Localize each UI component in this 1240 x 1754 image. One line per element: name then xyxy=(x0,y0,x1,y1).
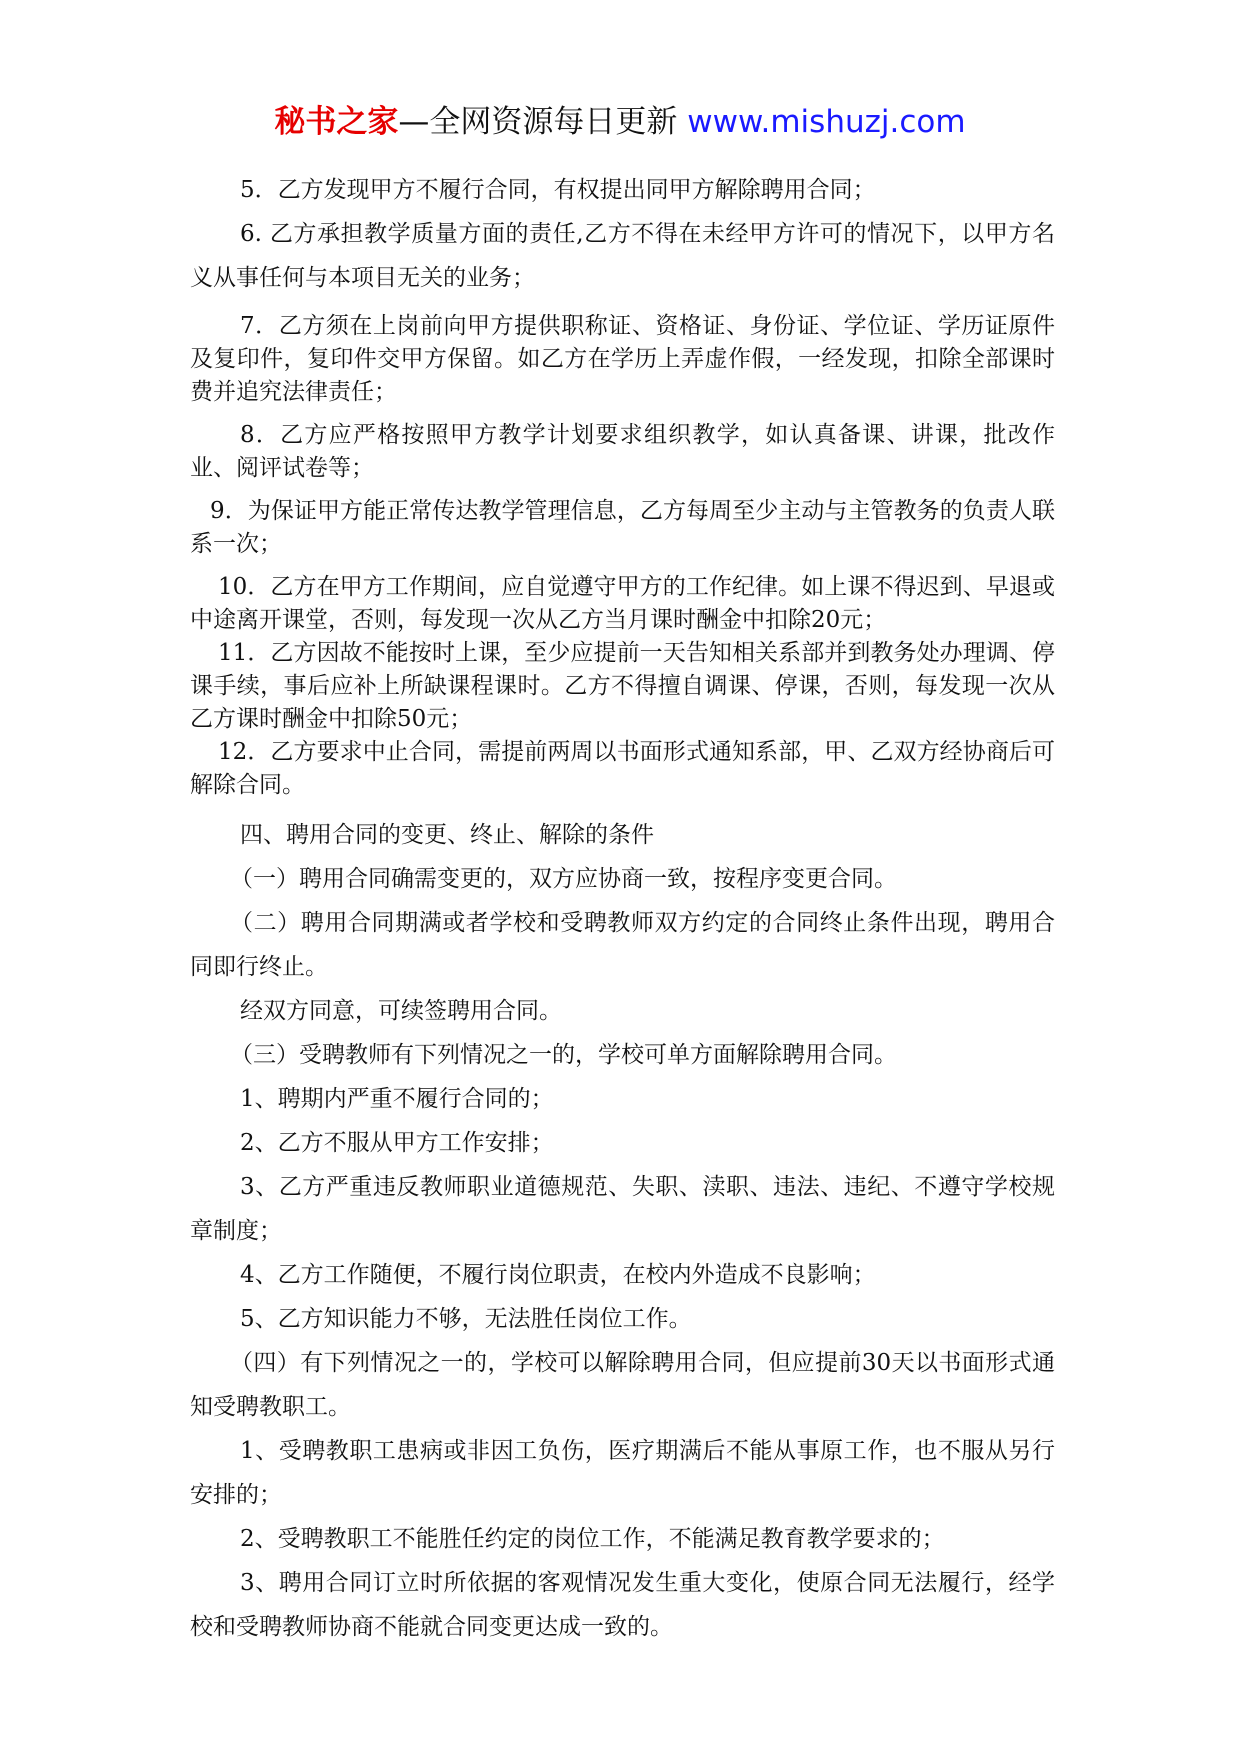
clause-7: 7．乙方须在上岗前向甲方提供职称证、资格证、身份证、学位证、学历证原件及复印件，复印件交甲方保留。如乙方在学历上弄虚作假，一经发现，扣除全部课时费并追究法律责任； xyxy=(190,313,1055,405)
clause-10: 10．乙方在甲方工作期间，应自觉遵守甲方的工作纪律。如上课不得迟到、早退或中途离开课堂，否则，每发现一次从乙方当月课时酬金中扣除20元； xyxy=(190,574,1055,633)
sub-item-4: 4、乙方工作随便，不履行岗位职责，在校内外造成不良影响； xyxy=(240,1262,876,1288)
site-slogan: —全网资源每日更新 xyxy=(398,104,678,140)
notice-sub-item-2: 2、受聘教职工不能胜任约定的岗位工作，不能满足教育教学要求的； xyxy=(240,1526,945,1552)
document-body xyxy=(190,168,1055,1649)
sub-item-3: 3、乙方严重违反教师职业道德规范、失职、渎职、违法、违纪、不遵守学校规章制度； xyxy=(190,1174,1055,1244)
item-3-unilateral: （三）受聘教师有下列情况之一的，学校可单方面解除聘用合同。 xyxy=(230,1042,897,1068)
sub-item-1: 1、聘期内严重不履行合同的； xyxy=(240,1086,554,1112)
site-header xyxy=(0,102,1240,142)
notice-sub-item-3: 3、聘用合同订立时所依据的客观情况发生重大变化，使原合同无法履行，经学校和受聘教师协商不能就合同变更达成一致的。 xyxy=(190,1570,1055,1640)
item-2-termination: （二）聘用合同期满或者学校和受聘教师双方约定的合同终止条件出现，聘用合同即行终止。 xyxy=(190,910,1055,980)
notice-sub-item-1: 1、受聘教职工患病或非因工负伤，医疗期满后不能从事原工作，也不服从另行安排的； xyxy=(190,1438,1055,1508)
clause-9: 9．为保证甲方能正常传达教学管理信息，乙方每周至少主动与主管教务的负责人联系一次； xyxy=(190,498,1055,557)
sub-item-2: 2、乙方不服从甲方工作安排； xyxy=(240,1130,554,1156)
item-4-notice: （四）有下列情况之一的，学校可以解除聘用合同，但应提前30天以书面形式通知受聘教职工。 xyxy=(190,1350,1055,1420)
clause-11: 11．乙方因故不能按时上课，至少应提前一天告知相关系部并到教务处办理调、停课手续，事后应补上所缺课程课时。乙方不得擅自调课、停课，否则，每发现一次从乙方课时酬金中扣除50元； xyxy=(190,640,1055,732)
section-heading-4: 四、聘用合同的变更、终止、解除的条件 xyxy=(240,822,654,848)
clause-5: 5．乙方发现甲方不履行合同，有权提出同甲方解除聘用合同； xyxy=(240,177,876,203)
clause-12: 12．乙方要求中止合同，需提前两周以书面形式通知系部，甲、乙双方经协商后可解除合同。 xyxy=(190,739,1055,798)
sub-item-5: 5、乙方知识能力不够，无法胜任岗位工作。 xyxy=(240,1306,692,1332)
item-1-change: （一）聘用合同确需变更的，双方应协商一致，按程序变更合同。 xyxy=(230,866,897,892)
renewal-note: 经双方同意，可续签聘用合同。 xyxy=(240,998,562,1024)
clause-6: 6. 乙方承担教学质量方面的责任,乙方不得在未经甲方许可的情况下，以甲方名义从事任何与本项目无关的业务； xyxy=(190,221,1055,291)
site-brand: 秘书之家 xyxy=(274,104,399,140)
clause-8: 8．乙方应严格按照甲方教学计划要求组织教学，如认真备课、讲课，批改作业、阅评试卷等； xyxy=(190,422,1055,481)
site-url-link[interactable]: www.mishuzj.com xyxy=(687,104,966,140)
